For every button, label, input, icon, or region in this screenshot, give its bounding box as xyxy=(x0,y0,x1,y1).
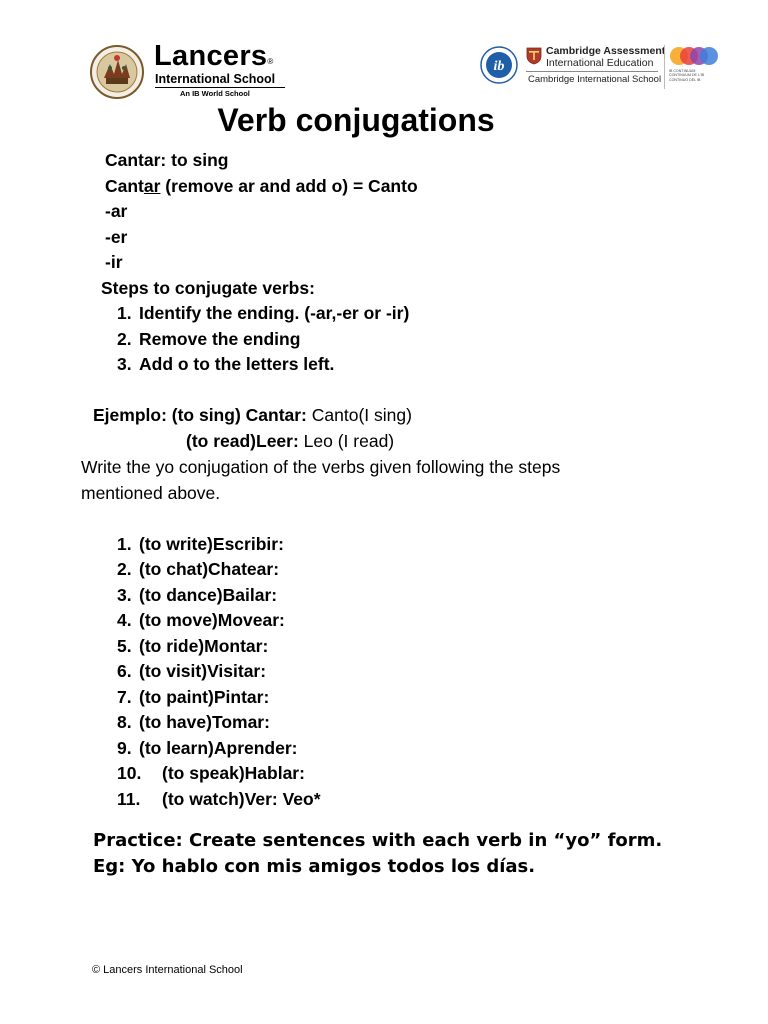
step-number: 2. xyxy=(117,329,132,349)
exercise-translation: (to visit) xyxy=(139,661,208,681)
exercise-item xyxy=(117,635,268,657)
exercise-number: 8. xyxy=(117,712,132,732)
exercise-item xyxy=(117,686,269,708)
exercise-number: 5. xyxy=(117,636,132,656)
intro-line-2-pre: Cant xyxy=(105,176,144,196)
school-subtitle: International School xyxy=(155,72,276,86)
exercise-number: 1. xyxy=(117,534,132,554)
instruction-line-1: Write the yo conjugation of the verbs given following the steps xyxy=(81,457,561,477)
school-crest-icon xyxy=(88,44,146,100)
exercise-verb: Escribir: xyxy=(212,534,284,554)
intro-line-2-underlined: ar xyxy=(143,176,161,196)
exercise-translation: (to paint) xyxy=(139,687,214,707)
continuum-line-2: CONTINUUM DE L'IB xyxy=(669,73,705,78)
example-2-label: (to read)Leer: xyxy=(186,431,299,451)
exercise-item xyxy=(117,762,305,784)
exercise-verb: Hablar: xyxy=(244,763,305,783)
exercise-number: 2. xyxy=(117,559,132,579)
exercise-verb: Movear: xyxy=(217,610,285,630)
exercise-verb: Pintar: xyxy=(213,687,270,707)
exercise-verb: Bailar: xyxy=(222,585,278,605)
exercise-number: 6. xyxy=(117,661,132,681)
cambridge-title: Cambridge Assessment xyxy=(546,45,666,57)
registered-mark: ® xyxy=(267,57,274,66)
step-item xyxy=(117,353,334,375)
exercise-item xyxy=(117,609,285,631)
exercise-number: 3. xyxy=(117,585,132,605)
page-title: Verb conjugations xyxy=(217,102,495,138)
ib-continuum-logo xyxy=(664,45,721,89)
exercise-translation: (to watch) xyxy=(162,789,245,809)
step-number: 1. xyxy=(117,303,132,323)
ending-ar: -ar xyxy=(105,201,128,221)
ib-world-school-icon xyxy=(480,46,518,84)
exercise-number: 7. xyxy=(117,687,132,707)
school-name: Lancers® xyxy=(154,40,274,72)
exercise-translation: (to ride) xyxy=(139,636,205,656)
step-item xyxy=(117,302,409,324)
step-text: Identify the ending. (-ar,-er or -ir) xyxy=(139,303,410,323)
exercise-verb: Tomar: xyxy=(211,712,270,732)
footer-copyright: © Lancers International School xyxy=(92,964,243,976)
step-text: Add o to the letters left. xyxy=(139,354,335,374)
step-text: Remove the ending xyxy=(139,329,301,349)
exercise-number: 11. xyxy=(117,789,141,809)
exercise-item xyxy=(117,788,321,810)
exercise-translation: (to chat) xyxy=(139,559,209,579)
step-number: 3. xyxy=(117,354,132,374)
example-1-value: Canto(I sing) xyxy=(306,405,412,425)
exercise-verb: Aprender: xyxy=(213,738,298,758)
exercise-verb: Chatear: xyxy=(208,559,280,579)
example-2 xyxy=(186,430,394,452)
exercise-verb: Montar: xyxy=(204,636,269,656)
example-1 xyxy=(93,404,412,426)
step-item xyxy=(117,328,300,350)
partner-logos xyxy=(474,43,720,93)
instruction-line-2: mentioned above. xyxy=(81,483,221,503)
school-tagline: An IB World School xyxy=(180,89,250,98)
example-1-label: Ejemplo: (to sing) Cantar: xyxy=(93,405,307,425)
continuum-line-3: CONTINUO DEL IB xyxy=(669,77,701,82)
exercise-item xyxy=(117,660,266,682)
exercise-item xyxy=(117,558,279,580)
continuum-line-1: IB CONTINUUM xyxy=(669,69,696,73)
exercise-translation: (to speak) xyxy=(162,763,245,783)
exercise-item xyxy=(117,533,284,555)
cambridge-rule xyxy=(526,71,658,72)
svg-text:ib: ib xyxy=(493,59,505,74)
exercise-number: 4. xyxy=(117,610,132,630)
exercise-verb: Ver: Veo* xyxy=(244,789,321,809)
intro-line-1: Cantar: to sing xyxy=(105,150,229,170)
exercise-translation: (to dance) xyxy=(139,585,223,605)
cambridge-logo xyxy=(526,45,666,87)
exercise-translation: (to have) xyxy=(139,712,212,732)
example-2-value: Leo (I read) xyxy=(298,431,395,451)
practice-instruction: Practice: Create sentences with each verb in “yo” form. xyxy=(93,830,663,851)
exercise-item xyxy=(117,584,277,606)
intro-line-2 xyxy=(105,175,418,197)
ending-ir: -ir xyxy=(105,252,123,272)
cambridge-shield-icon xyxy=(526,47,542,65)
continuum-text xyxy=(669,69,704,82)
exercise-translation: (to learn) xyxy=(139,738,214,758)
steps-heading: Steps to conjugate verbs: xyxy=(101,278,315,298)
ending-er: -er xyxy=(105,227,128,247)
exercise-item xyxy=(117,711,270,733)
lancers-logo xyxy=(88,42,288,100)
exercise-verb: Visitar: xyxy=(207,661,267,681)
exercise-translation: (to move) xyxy=(139,610,218,630)
exercise-translation: (to write) xyxy=(139,534,213,554)
cambridge-subtitle: International Education xyxy=(546,57,654,69)
school-logo-rule xyxy=(155,87,285,88)
exercise-item xyxy=(117,737,298,759)
intro-line-2-post: (remove ar and add o) = Canto xyxy=(160,176,418,196)
exercise-number: 9. xyxy=(117,738,132,758)
continuum-circles-icon xyxy=(668,45,720,67)
cambridge-school-line: Cambridge International School xyxy=(528,74,662,85)
exercise-number: 10. xyxy=(117,763,142,783)
practice-example: Eg: Yo hablo con mis amigos todos los días. xyxy=(93,856,536,877)
